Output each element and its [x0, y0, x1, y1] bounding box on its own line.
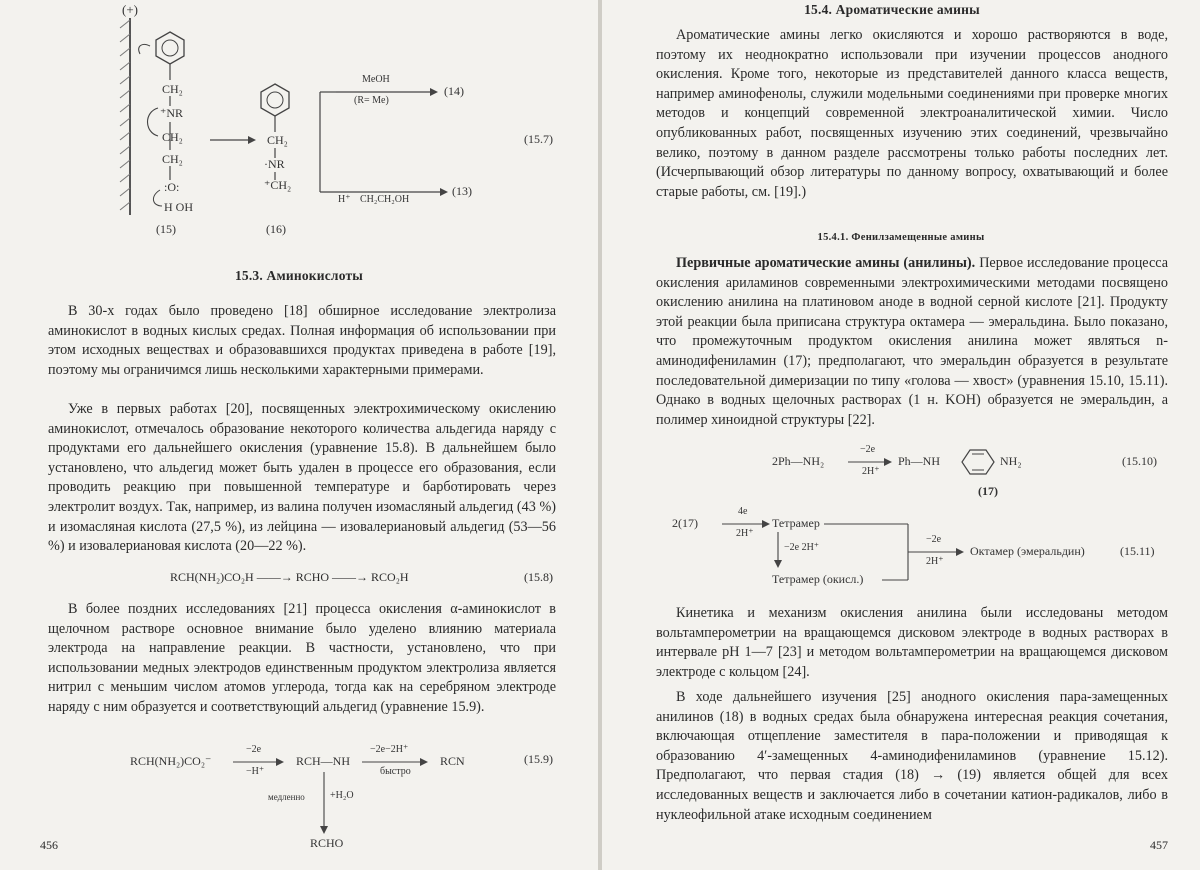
eq-15-9-down-right: +H₂O — [330, 790, 354, 801]
equation-15-10-drawing — [772, 444, 1172, 504]
equation-15-11-drawing — [672, 508, 1172, 598]
primary-amines-text: Первое исследование процесса окисления ариламинов современными электрохимическими методами посвящено окислению анилина на платиновом аноде в водной серной кислоте [21]. Продукту этой реакции была приписана структура октамера — эмеральдина. Было показано, что промежуточным продуктом окисления анилина может являться n-аминодифениламин (17); предполагают, что эмеральдин образуется в результате последовательной димеризации по типу «голова — хвост» (уравнения 15.10, 15.11). Однако в водных щелочных растворах (1 н. KOH) образуется не эмеральдин, а полимер хиноидной структуры [22]. — [656, 255, 1169, 428]
paragraph-amino-2: Уже в первых работах [20], посвященных электрохимическому окислению аминокислот, отмечалось образование некоторого количества альдегида наряду с продуктами его дальнейшего окисления (уравнение 15.8). В дальнейшем было установлено, что альдегид может быть удален в процессе его образования, если проводить реакцию при повышенной температуре и барботировать через электролит воздух. Так, например, из валина получен изомасляный альдегид (43 %) и изомасляная кислота (27,5 %), из лейцина — изовалериановый альдегид (53—56 %) и изовалериановая кислота (20—22 %). — [48, 401, 556, 555]
scheme-o: :O: — [164, 180, 180, 194]
eq-15-9-reactant: RCH(NH₂)CO₂⁻ — [130, 754, 212, 768]
paragraph-amino-3: В более поздних исследованиях [21] процесса окисления α-аминокислот в щелочном растворе основное внимание было уделено влиянию материала электрода на направление реакции. В частности, установлено, что при использовании медных электродов единственным продуктом электролиза является нитрил с меньшим числом атомов углерода, тогда как на серебряном электроде наряду с ним образуется и соответствующий альдегид (уравнение 15.9). — [48, 601, 556, 715]
equation-15-9 — [130, 736, 570, 856]
eq-15-10-right-b: NH₂ — [1000, 454, 1022, 468]
equation-number-15-7: (15.7) — [524, 132, 553, 146]
eq-15-9-product: RCN — [440, 754, 465, 768]
eq-15-11-arrow-bottom: 2H⁺ — [736, 528, 754, 539]
paragraph-kinetics: Кинетика и механизм окисления анилина были исследованы методом вольтамперометрии на вращающемся дисковом электроде в водных растворах в интервале pH 1—7 [23] и методом вольтамперометрии на вращающемся дисковом электроде с кольцом [24]. — [656, 605, 1168, 680]
right-page — [602, 0, 1200, 870]
eq-15-9-arrow1-top: −2e — [246, 744, 262, 755]
eq-15-9-intermediate: RCH—NH — [296, 754, 351, 768]
scheme-ch2-e: ⁺CH₂ — [264, 178, 292, 192]
compound-label-16: (16) — [266, 222, 286, 236]
eq-15-9-arrow2-bottom: быстро — [380, 766, 411, 777]
equation-15-10 — [772, 444, 1172, 504]
primary-amines-lead: Первичные ароматические амины (анилины). — [676, 255, 976, 271]
scheme-ch2-c: CH₂ — [162, 152, 183, 166]
eq-15-9-arrow1-bottom: −H⁺ — [246, 766, 265, 777]
scheme-ch2-d: CH₂ — [267, 133, 288, 147]
scheme-ch2-b: CH₂ — [162, 130, 183, 144]
scheme-h-oh: H OH — [164, 200, 193, 214]
paragraph-para-substituted: В ходе дальнейшего изучения [25] анодного окисления пара-замещенных анилинов (18) в водных средах была обнаружена интересная реакция сочетания, включающая отщепление заместителя в пара-положении и приводящая к образованию 4′-замещенных 4-аминодифениламинов (уравнение 15.12). Предполагают, что первая стадия (18) → (19) является общей для всех исследованных веществ и заключается либо в сочетании катион-радикалов, либо в нуклеофильной атаке исходным соединением — [656, 689, 1168, 823]
eq-15-9-arrow2-top: −2e−2H⁺ — [370, 744, 409, 755]
paragraph-aromatic-intro: Ароматические амины легко окисляются и хорошо растворяются в воде, поэтому их неоднократно использовали при изучении процессов анодного окисления. Кроме того, некоторые из представителей данного класса веществ, например аминофенолы, служили модельными соединениями при проверке многих методов и концепций современной электроаналитической химии. Число опубликованных работ, посвященных изучению этих соединений, чрезвычайно велико, поэтому в данном разделе рассмотрены только работы последних лет. (Исчерпывающий обзор литературы по данному вопросу, охватывающий и более старые работы, см. [19].) — [656, 27, 1168, 200]
eq-15-10-right-a: Ph—NH — [898, 454, 941, 468]
product-ch2ch2oh: CH₂CH₂OH — [360, 194, 410, 205]
equation-15-8: RCH(NH₂)CO₂H ——→ RCHO ——→ RCO₂H — [170, 570, 409, 584]
scheme-plus-sign: (+) — [122, 2, 138, 17]
reaction-scheme-15-7 — [100, 0, 570, 250]
section-heading-15-4: 15.4. Ароматические амины — [804, 2, 980, 17]
page-number-right: 457 — [1150, 838, 1168, 852]
eq-15-10-arrow-top: −2e — [860, 444, 876, 455]
eq-15-11-tetramer-ox: Тетрамер (окисл.) — [772, 572, 864, 586]
eq-15-10-arrow-bottom: 2H⁺ — [862, 466, 880, 477]
section-heading-15-3: 15.3. Аминокислоты — [234, 268, 364, 283]
compound-label-15: (15) — [156, 222, 176, 236]
equation-number-15-8: (15.8) — [524, 570, 553, 584]
product-13: (13) — [452, 184, 472, 198]
eq-15-11-arrow2-top: −2e — [926, 534, 942, 545]
eq-15-11-arrow-top: 4e — [738, 506, 748, 517]
page-number-left: 456 — [40, 838, 58, 852]
scheme-nr-b: ·NR — [264, 157, 285, 171]
condition-r-me: (R= Me) — [354, 95, 389, 106]
paragraph-primary-amines — [656, 254, 1168, 430]
eq-15-9-down-left: медленно — [268, 792, 305, 802]
equation-15-11 — [672, 508, 1172, 598]
eq-15-11-product: Октамер (эмеральдин) — [970, 544, 1085, 558]
eq-15-10-label: (17) — [978, 484, 998, 498]
scheme-nr-a: ⁺NR — [160, 106, 184, 120]
reagent-h-plus: H⁺ — [338, 194, 351, 205]
eq-15-11-number: (15.11) — [1120, 544, 1155, 558]
scheme-ch2-a: CH₂ — [162, 82, 183, 96]
left-page — [0, 0, 598, 870]
eq-15-9-number: (15.9) — [524, 752, 553, 766]
eq-15-9-aldehyde: RCHO — [310, 836, 344, 850]
eq-15-11-arrow2-bottom: 2H⁺ — [926, 556, 944, 567]
eq-15-10-left: 2Ph—NH₂ — [772, 454, 825, 468]
reagent-meoh: MeOH — [362, 74, 390, 85]
eq-15-11-left: 2(17) — [672, 516, 698, 530]
eq-15-11-down-label: −2e 2H⁺ — [784, 542, 820, 553]
subsection-heading-15-4-1: 15.4.1. Фенилзамещенные амины — [817, 232, 985, 243]
product-14: (14) — [444, 84, 464, 98]
eq-15-11-tetramer: Тетрамер — [772, 516, 820, 530]
eq-15-10-number: (15.10) — [1122, 454, 1157, 468]
paragraph-amino-1: В 30-х годах было проведено [18] обширное исследование электролиза аминокислот в водных кислых средах. Полная информация об использовании при этом исходных веществах и образовавшихся продуктах приведена в работе [19], поэтому мы ограничимся лишь несколькими характерными примерами. — [48, 303, 556, 378]
